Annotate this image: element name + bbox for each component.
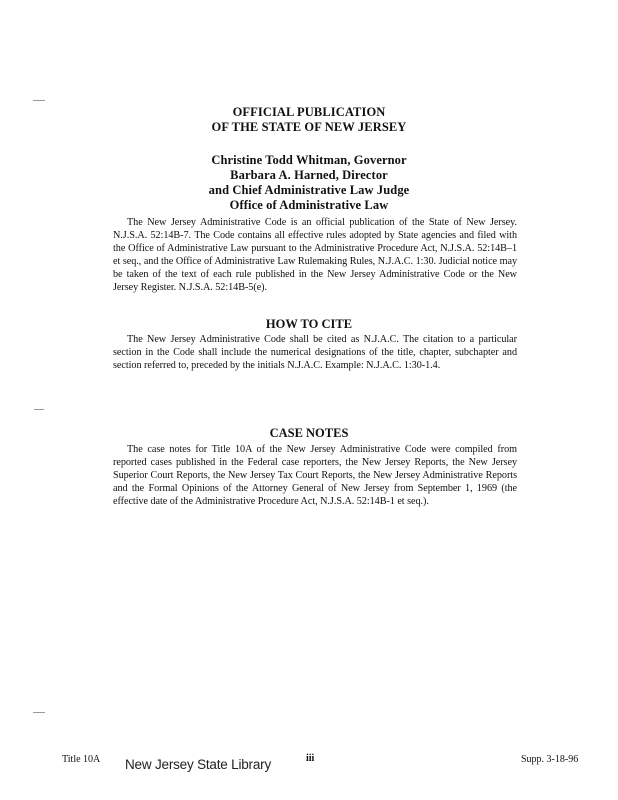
governor-line: Christine Todd Whitman, Governor: [211, 153, 407, 167]
scan-speck: [33, 100, 45, 101]
footer-title: Title 10A: [62, 754, 101, 765]
how-to-cite-paragraph: The New Jersey Administrative Code shall be cited as N.J.A.C. The citation to a particular section in the Code shall include the numerical designations of the title, chapter, subchapter and section referred to, preceded by the initials N.J.A.C. Example: N.J.A.C. 1:30-1.4.: [113, 334, 517, 371]
how-to-cite-heading: HOW TO CITE: [265, 317, 353, 331]
director-line: Barbara A. Harned, Director: [230, 168, 388, 182]
footer-supplement: Supp. 3-18-96: [521, 754, 579, 765]
page-number: iii: [306, 753, 315, 764]
publication-line-2: OF THE STATE OF NEW JERSEY: [211, 120, 407, 134]
case-notes-paragraph: The case notes for Title 10A of the New Jersey Administrative Code were compiled from reported cases published in the Federal case reporters, the New Jersey Reports, the New Jersey Superior Court Reports, the New Jersey Tax Court Reports, the New Jersey Administrative Reports and the Formal Opinions of the Attorney General of New Jersey from September 1, 1969 (the effective date of the Administrative Procedure Act, N.J.S.A. 52:14B-1 et seq.).: [113, 444, 517, 507]
scan-speck: [33, 712, 45, 713]
publication-line-1: OFFICIAL PUBLICATION: [232, 105, 386, 119]
judge-line: and Chief Administrative Law Judge: [208, 183, 410, 197]
library-stamp: New Jersey State Library: [125, 757, 272, 772]
scan-speck: [34, 409, 44, 410]
office-line: Office of Administrative Law: [229, 198, 389, 212]
intro-paragraph: The New Jersey Administrative Code is an official publication of the State of New Jersey. N.J.S.A. 52:14B-7. The Code contains all effective rules adopted by State agencies and filed with the Office of Administrative Law pursuant to the Administrative Procedure Act, N.J.S.A. 52:14B–1 et seq., and the Office of Administrative Law Rulemaking Rules, N.J.A.C. 1:30. Judicial notice may be taken of the text of each rule published in the New Jersey Administrative Code or the New Jersey Register. N.J.S.A. 52:14B-5(e).: [113, 217, 517, 293]
case-notes-heading: CASE NOTES: [269, 426, 349, 440]
publication-header: [0, 105, 618, 135]
officials-block: [0, 153, 618, 213]
